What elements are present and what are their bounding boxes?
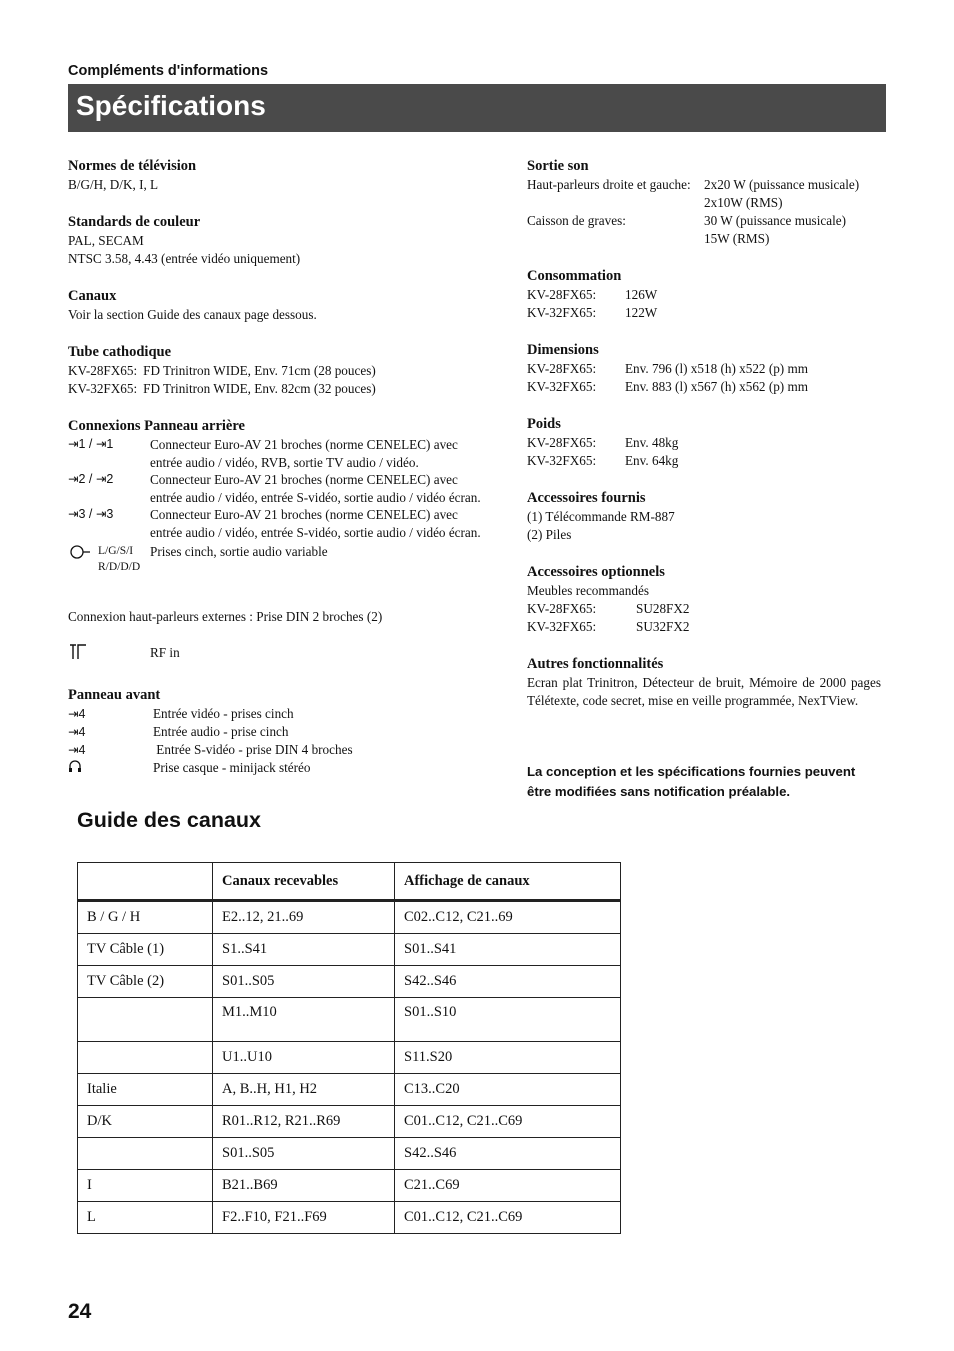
optional-block <box>527 562 887 636</box>
channel-table <box>77 862 621 1234</box>
features-block <box>527 654 887 710</box>
notice-line: être modifiées sans notification préalable. <box>527 783 791 799</box>
speaker-connection: Connexion haut-parleurs externes : Prise DIN 2 broches (2) <box>68 609 383 624</box>
color-line: NTSC 3.58, 4.43 (entrée vidéo uniquement) <box>68 251 301 266</box>
audio-out-label: R/D/D/D <box>98 561 141 573</box>
tube-desc: FD Trinitron WIDE, Env. 71cm (28 pouces) <box>143 363 376 378</box>
table-row: I B21..B69 C21..C69 <box>78 1170 621 1202</box>
scart-3-icon: ⇥3 / ⇥3 <box>68 507 114 521</box>
features-text: Ecran plat Trinitron, Détecteur de bruit, Mémoire de 2000 pages Télétexte, code secret, mise en veille programmée, NexTView. <box>527 675 881 708</box>
title-banner <box>68 84 886 132</box>
table-header: Affichage de canaux <box>395 863 621 901</box>
scart-3-item <box>68 506 518 541</box>
right-column <box>527 156 887 728</box>
audio-out-label: L/G/S/I <box>98 545 134 557</box>
section-label: Compléments d'informations <box>68 63 269 79</box>
table-row: Italie A, B..H, H1, H2 C13..C20 <box>78 1074 621 1106</box>
table-row: M1..M10 S01..S10 <box>78 998 621 1042</box>
tv-norms-value: B/G/H, D/K, I, L <box>68 177 159 192</box>
scart-1-icon: ⇥1 / ⇥1 <box>68 437 114 451</box>
tube-row <box>68 362 518 380</box>
power-title: Consommation <box>527 268 622 284</box>
scart-desc: entrée audio / vidéo, entrée S-vidéo, sortie audio / vidéo écran. <box>150 489 481 505</box>
power-row: KV-32FX65: 122W <box>527 305 658 320</box>
antenna-icon <box>68 644 150 666</box>
table-row: TV Câble (1) S1..S41 S01..S41 <box>78 934 621 966</box>
weight-title: Poids <box>527 416 561 432</box>
power-block <box>527 266 887 322</box>
front-item: ⇥4 Entrée audio - prise cinch <box>68 723 289 739</box>
table-row: B / G / H E2..12, 21..69 C02..C12, C21..69 <box>78 901 621 934</box>
channels-block <box>68 286 518 324</box>
rear-title: Connexions Panneau arrière <box>68 418 245 434</box>
tv-norms-block <box>68 156 518 194</box>
scart-desc: Connecteur Euro-AV 21 broches (norme CENELEC) avec <box>150 437 458 452</box>
tube-title: Tube cathodique <box>68 344 172 360</box>
dimensions-title: Dimensions <box>527 342 599 358</box>
color-block <box>68 212 518 268</box>
table-row: L F2..F10, F21..F69 C01..C12, C21..C69 <box>78 1202 621 1234</box>
tube-desc: FD Trinitron WIDE, Env. 82cm (32 pouces) <box>143 381 376 396</box>
color-title: Standards de couleur <box>68 214 201 230</box>
accessory-item: (2) Piles <box>527 527 572 542</box>
sound-row: 2x10W (RMS) <box>704 195 783 210</box>
tube-block <box>68 342 518 398</box>
scart-desc: Connecteur Euro-AV 21 broches (norme CENELEC) avec <box>150 507 458 522</box>
front-item <box>68 759 518 778</box>
table-header <box>78 863 213 901</box>
power-row: KV-28FX65: 126W <box>527 287 658 302</box>
sound-row: 15W (RMS) <box>704 231 770 246</box>
svideo-in-icon: ⇥ <box>68 742 79 757</box>
dimensions-row: KV-28FX65: Env. 796 (l) x518 (h) x522 (p) mm <box>527 361 809 376</box>
rear-block <box>68 416 518 666</box>
optional-row: KV-28FX65: SU28FX2 <box>527 601 690 616</box>
sound-title: Sortie son <box>527 158 589 174</box>
sound-row: Haut-parleurs droite et gauche: 2x20 W (puissance musicale) <box>527 177 860 192</box>
page-number: 24 <box>68 1300 92 1323</box>
scart-desc: Connecteur Euro-AV 21 broches (norme CENELEC) avec <box>150 472 458 487</box>
accessory-item: (1) Télécommande RM-887 <box>527 509 675 524</box>
audio-out-item <box>68 543 518 575</box>
front-title: Panneau avant <box>68 686 161 703</box>
rf-label: RF in <box>150 645 180 660</box>
scart-2-icon: ⇥2 / ⇥2 <box>68 472 114 486</box>
audio-out-icon <box>68 543 92 575</box>
table-header-row <box>78 863 621 901</box>
headphones-icon <box>68 759 153 778</box>
scart-desc: entrée audio / vidéo, RVB, sortie TV audio / vidéo. <box>150 454 419 470</box>
optional-title: Accessoires optionnels <box>527 564 665 580</box>
sound-row: Caisson de graves: 30 W (puissance musicale) <box>527 213 846 228</box>
tv-norms-title: Normes de télévision <box>68 158 197 174</box>
accessories-block <box>527 488 887 544</box>
notice-line: La conception et les spécifications fournies peuvent <box>527 764 856 779</box>
front-desc: Prise casque - minijack stéréo <box>153 759 311 775</box>
tube-model: KV-28FX65: <box>68 363 138 378</box>
front-desc: Entrée S-vidéo - prise DIN 4 broches <box>153 741 353 757</box>
front-item: ⇥4 Entrée S-vidéo - prise DIN 4 broches <box>68 741 353 757</box>
dimensions-row: KV-32FX65: Env. 883 (l) x567 (h) x562 (p) mm <box>527 379 809 394</box>
table-row: TV Câble (2) S01..S05 S42..S46 <box>78 966 621 998</box>
scart-1-item <box>68 436 518 471</box>
notice <box>527 762 855 801</box>
table-row: D/K R01..R12, R21..R69 C01..C12, C21..C69 <box>78 1106 621 1138</box>
rf-item <box>68 644 518 666</box>
front-item: ⇥4 Entrée vidéo - prises cinch <box>68 705 294 721</box>
color-line: PAL, SECAM <box>68 233 144 248</box>
dimensions-block <box>527 340 887 396</box>
audio-in-icon: ⇥ <box>68 724 79 739</box>
video-in-icon: ⇥ <box>68 706 79 721</box>
table-header: Canaux recevables <box>213 863 395 901</box>
scart-2-item <box>68 471 518 506</box>
accessories-title: Accessoires fournis <box>527 490 646 506</box>
optional-row: KV-32FX65: SU32FX2 <box>527 619 690 634</box>
left-column <box>68 156 518 778</box>
front-desc: Entrée audio - prise cinch <box>153 723 289 739</box>
tube-model: KV-32FX65: <box>68 381 138 396</box>
table-row: S01..S05 S42..S46 <box>78 1138 621 1170</box>
table-row: U1..U10 S11.S20 <box>78 1042 621 1074</box>
features-title: Autres fonctionnalités <box>527 656 664 672</box>
audio-out-desc: Prises cinch, sortie audio variable <box>150 544 328 559</box>
scart-desc: entrée audio / vidéo, entrée S-vidéo, sortie audio / vidéo écran. <box>150 524 481 540</box>
front-block <box>68 685 518 778</box>
optional-intro: Meubles recommandés <box>527 583 649 598</box>
channels-title: Canaux <box>68 288 117 304</box>
guide-title: Guide des canaux <box>77 808 262 832</box>
weight-row: KV-32FX65: Env. 64kg <box>527 453 679 468</box>
weight-block <box>527 414 887 470</box>
weight-row: KV-28FX65: Env. 48kg <box>527 435 679 450</box>
sound-block <box>527 156 887 248</box>
front-desc: Entrée vidéo - prises cinch <box>153 705 294 721</box>
channels-value: Voir la section Guide des canaux page dessous. <box>68 307 317 322</box>
page-title: Spécifications <box>76 90 266 121</box>
tube-row <box>68 380 518 398</box>
